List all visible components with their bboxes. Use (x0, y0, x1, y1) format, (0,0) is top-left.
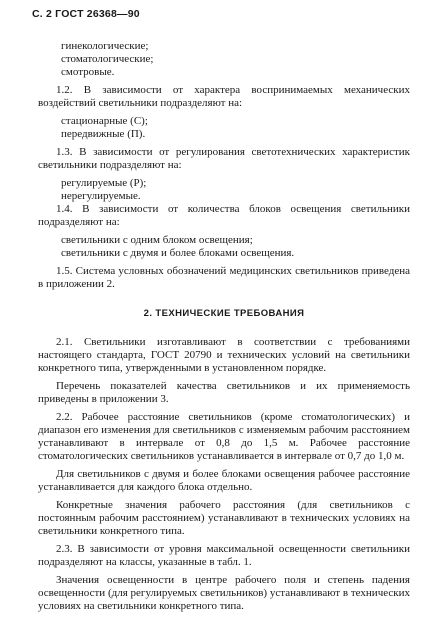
list-item: стационарные (С); (61, 115, 148, 127)
list-item: передвижные (П). (61, 128, 146, 140)
list-item: светильники с одним блоком освещения; (61, 234, 253, 246)
list-item: стоматологические; (61, 53, 154, 65)
paragraph-2-1-b: Перечень показателей качества светильников и их применяемость приведены в приложении 3. (38, 380, 410, 405)
paragraph-2-3: 2.3. В зависимости от уровня максимальной освещенности светильники подразделяют на классы, указанные в табл. 1. (38, 543, 410, 568)
paragraph-2-3-b: Значения освещенности в центре рабочего поля и степень падения освещенности (для регулируемых светильников) устанавливают в технических условиях на светильники конкретного типа. (38, 574, 410, 612)
list-item: гинекологические; (61, 40, 149, 52)
paragraph-1-3: 1.3. В зависимости от регулирования светотехнических характеристик светильники подразделяют на: (38, 146, 410, 171)
paragraph-2-2-c: Конкретные значения рабочего расстояния (для светильников с постоянным рабочим расстоянием) устанавливают в технических условиях на светильники конкретного типа. (38, 499, 410, 537)
list-item: регулируемые (Р); (61, 177, 147, 189)
list-item: светильники с двумя и более блоками освещения. (61, 247, 295, 259)
paragraph-1-2: 1.2. В зависимости от характера воспринимаемых механических воздействий светильники подразделяют на: (38, 84, 410, 109)
paragraph-2-1: 2.1. Светильники изготавливают в соответствии с требованиями настоящего стандарта, ГОСТ 20790 и технических условий на светильники конкретного типа, утвержденными в установленном порядке. (38, 336, 410, 374)
paragraph-1-5: 1.5. Система условных обозначений медицинских светильников приведена в приложении 2. (38, 265, 410, 290)
paragraph-2-2: 2.2. Рабочее расстояние светильников (кроме стоматологических) и диапазон его изменения для светильников с изменяемым рабочим расстоянием устанавливают в интервале от 0,8 до 1,5 м. Рабочее расстояние стоматологических светильников устанавливается в интервале от 0,7 до 1,0 м. (38, 411, 410, 462)
list-item: смотровые. (61, 66, 115, 78)
page-header: С. 2 ГОСТ 26368—90 (32, 8, 140, 20)
list-item: нерегулируемые. (61, 190, 141, 202)
section-2-title: 2. ТЕХНИЧЕСКИЕ ТРЕБОВАНИЯ (143, 308, 305, 319)
page-content (38, 40, 410, 613)
paragraph-2-2-b: Для светильников с двумя и более блоками освещения рабочее расстояние устанавливается для каждого блока отдельно. (38, 468, 410, 493)
paragraph-1-4: 1.4. В зависимости от количества блоков освещения светильники подразделяют на: (38, 203, 410, 228)
